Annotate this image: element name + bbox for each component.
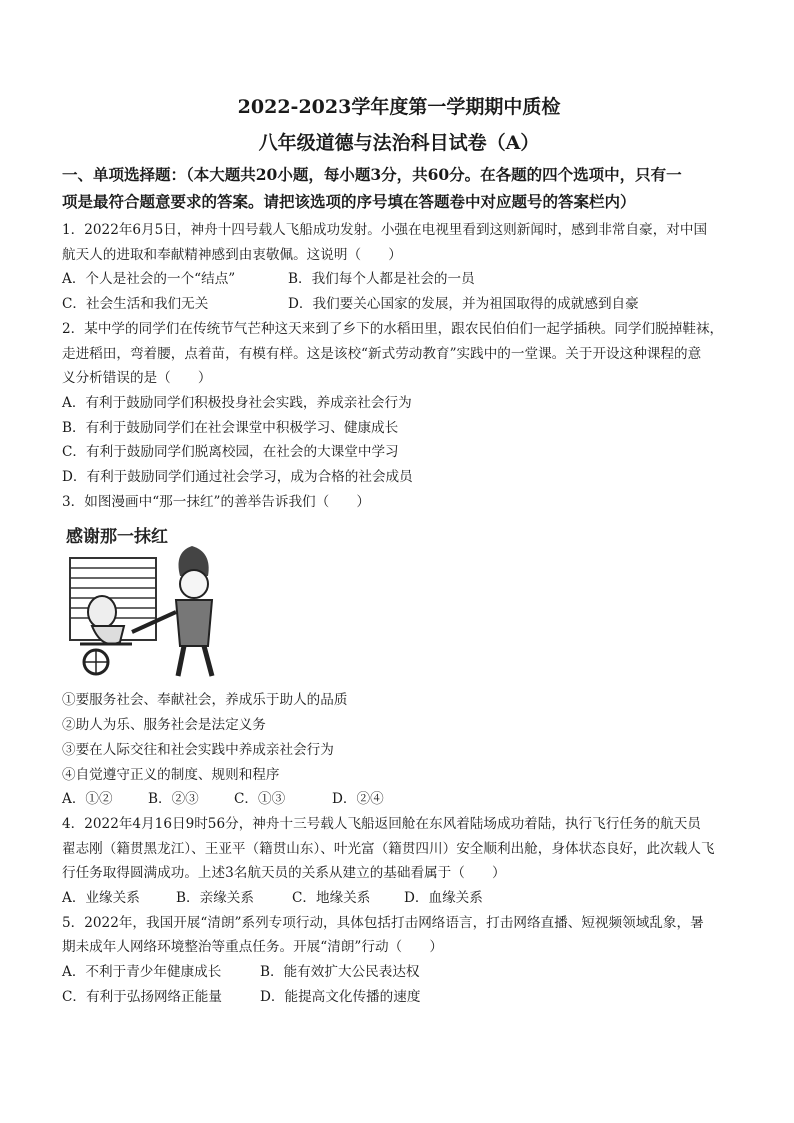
question-4-option-d[interactable]: D．血缘关系 xyxy=(404,890,483,907)
question-5-option-d[interactable]: D．能提高文化传播的速度 xyxy=(260,988,421,1005)
question-1-option-c[interactable]: C．社会生活和我们无关 xyxy=(62,296,209,313)
question-2-stem-line3: 义分析错误的是（ ） xyxy=(62,370,212,387)
section-heading-line1: 一、单项选择题：（本大题共20小题，每小题3分，共60分。在各题的四个选项中，只有一 xyxy=(62,165,682,184)
question-5-stem-line2: 期未成年人网络环境整治等重点任务。开展“清朗”行动（ ） xyxy=(62,939,443,956)
question-4-stem-line2: 翟志刚（籍贯黑龙江）、王亚平（籍贯山东）、叶光富（籍贯四川）安全顺利出舱，身体状态良好，此次载人飞 xyxy=(62,840,715,857)
exam-subtitle: 八年级道德与法治科目试卷（A） xyxy=(258,132,540,154)
question-1-option-a[interactable]: A．个人是社会的一个“结点” xyxy=(62,271,236,288)
question-2-stem-line1: 2．某中学的同学们在传统节气芒种这天来到了乡下的水稻田里，跟农民伯伯们一起学插秧。同学们脱掉鞋袜， xyxy=(62,320,724,337)
question-1-option-b[interactable]: B．我们每个人都是社会的一员 xyxy=(288,271,475,288)
question-4-option-c[interactable]: C．地缘关系 xyxy=(292,890,371,907)
question-2-option-d[interactable]: D．有利于鼓励同学们通过社会学习，成为合格的社会成员 xyxy=(62,469,413,486)
question-1-stem-line1: 1．2022年6月5日，神舟十四号载人飞船成功发射。小强在电视里看到这则新闻时，感到非常自豪，对中国 xyxy=(62,222,708,238)
question-3-option-d[interactable]: D．②④ xyxy=(332,791,384,808)
question-3-options xyxy=(62,787,736,812)
question-3-option-b[interactable]: B．②③ xyxy=(148,791,199,808)
question-3-option-c[interactable]: C．①③ xyxy=(234,791,286,808)
question-5-option-a[interactable]: A．不利于青少年健康成长 xyxy=(62,964,222,981)
question-5-option-c[interactable]: C．有利于弘扬网络正能量 xyxy=(62,988,222,1005)
question-1-options-row2 xyxy=(62,292,736,317)
question-1-stem-line2: 航天人的进取和奉献精神感到由衷敬佩。这说明（ ） xyxy=(62,246,402,263)
question-2 xyxy=(62,317,736,490)
question-3-statement-2: ②助人为乐、服务社会是法定义务 xyxy=(62,717,266,734)
question-2-option-b[interactable]: B．有利于鼓励同学们在社会课堂中积极学习、健康成长 xyxy=(62,419,399,436)
question-4-option-a[interactable]: A．业缘关系 xyxy=(62,890,140,907)
exam-title: 2022-2023学年度第一学期期中质检 xyxy=(237,96,561,118)
question-2-option-a[interactable]: A．有利于鼓励同学们积极投身社会实践，养成亲社会行为 xyxy=(62,394,412,411)
question-3-statement-1: ①要服务社会、奉献社会，养成乐于助人的品质 xyxy=(62,692,348,709)
question-4 xyxy=(62,812,736,911)
question-3-option-a[interactable]: A．①② xyxy=(62,791,113,808)
question-1-option-d[interactable]: D．我们要关心国家的发展，并为祖国取得的成就感到自豪 xyxy=(288,296,639,313)
question-5-option-b[interactable]: B．能有效扩大公民表达权 xyxy=(260,964,420,981)
cartoon-title: 感谢那一抹红 xyxy=(66,527,168,548)
question-5-options-row2 xyxy=(62,985,736,1010)
question-5-stem-line1: 5．2022年，我国开展“清朗”系列专项行动，具体包括打击网络语言，打击网络直播、短视频领域乱象，暑 xyxy=(62,914,704,931)
question-4-options xyxy=(62,886,736,911)
question-2-option-c[interactable]: C．有利于鼓励同学们脱离校园，在社会的大课堂中学习 xyxy=(62,444,399,461)
cartoon-figure xyxy=(62,522,222,682)
question-2-stem-line2: 走进稻田，弯着腰，点着苗，有模有样。这是该校“新式劳动教育”实践中的一堂课。关于开设这种课程的意 xyxy=(62,345,702,362)
section-heading-line2: 项是最符合题意要求的答案。请把该选项的序号填在答题卷中对应题号的答案栏内） xyxy=(62,192,636,211)
question-4-stem-line3: 行任务取得圆满成功。上述3名航天员的关系从建立的基础看属于（ ） xyxy=(62,865,506,882)
question-5 xyxy=(62,911,736,1010)
question-1-options-row1 xyxy=(62,267,736,292)
question-3 xyxy=(62,490,736,812)
question-4-option-b[interactable]: B．亲缘关系 xyxy=(176,890,254,907)
question-1 xyxy=(62,218,736,317)
question-5-options-row1 xyxy=(62,960,736,985)
question-3-statement-4: ④自觉遵守正义的制度、规则和程序 xyxy=(62,766,280,783)
question-3-stem: 3．如图漫画中“那一抹红”的善举告诉我们（ ） xyxy=(62,493,371,510)
question-3-statement-3: ③要在人际交往和社会实践中养成亲社会行为 xyxy=(62,741,334,758)
cartoon-image xyxy=(62,522,222,682)
question-4-stem-line1: 4．2022年4月16日9时56分，神舟十三号载人飞船返回舱在东风着陆场成功着陆，执行飞行任务的航天员 xyxy=(62,815,701,832)
